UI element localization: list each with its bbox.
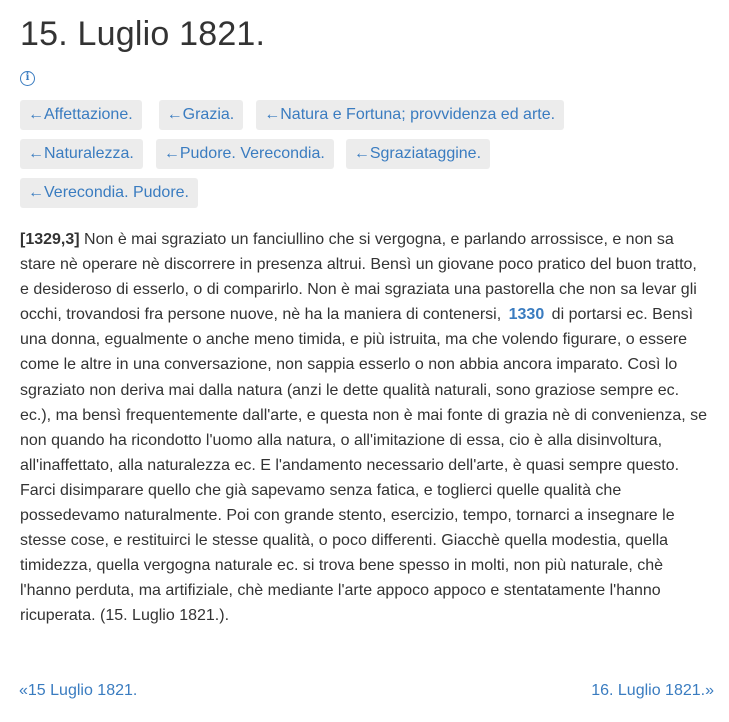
tag-verecondia-pudore[interactable]: ←Verecondia. Pudore. (20, 178, 198, 208)
entry-text (20, 227, 710, 629)
tag-row-2 (20, 139, 490, 169)
tag-row-3 (20, 178, 198, 208)
entry-text-part-2: di portarsi ec. Bensì una donna, egualmente o anche meno timida, e più istruita, ma che volendo figurare, o essere come le altre in una conversazione, non sappia esserlo o non abbia ancora imparato. Così lo sgraziato non deriva mai dalla natura (anzi le dette qualità naturali, sono graziose sempre ec. ec.), ma bensì frequentemente dall'arte, e questa non è mai fonte di grazia nè di convenienza, se non quando ha ricondotto l'uomo alla natura, o all'imitazione di essa, cio è alla disinvoltura, all'inaffettato, alla naturalezza ec. E l'andamento necessario dell'arte, è quasi sempre questo. Farci disimparare quello che già sapevamo senza fatica, e toglierci quelle qualità che possedevamo naturalmente. Poi con grande stento, esercizio, tempo, tornarci a insegnare le stesse cose, e restituirci le stesse qualità, o poco differenti. Giacchè quella modestia, quella timidezza, quella vergogna naturale ec. si trova bene spesso in molti, non più naturale, chè l'hanno perduta, ma artifiziale, chè mediante l'arte appoco appoco e stentatamente l'hanno ricuperata. (15. Luglio 1821.). (20, 306, 708, 625)
info-icon[interactable]: i (20, 71, 35, 86)
entry-reference: [1329,3] (20, 231, 80, 248)
tag-sgraziataggine[interactable]: ←Sgraziataggine. (346, 139, 490, 169)
entry-text-part-1: Non è mai sgraziato un fanciullino che si vergogna, e parlando arrossisce, e non sa stare nè operare nè discorrere in presenza altrui. Bensì un giovane poco pratico del buon tratto, e desideroso di esserlo, o di comparirlo. Non è mai sgraziata una pastorella che non sa levar gli occhi, trovandosi fra persone nuove, nè ha la maniera di contenersi, (20, 231, 697, 324)
prev-entry-link[interactable]: «15 Luglio 1821. (19, 682, 138, 699)
tag-affettazione[interactable]: ←Affettazione. (20, 100, 142, 130)
page-link-1330[interactable]: 1330 (508, 306, 545, 324)
page-title: 15. Luglio 1821. (20, 15, 266, 53)
tag-row-1 (20, 100, 564, 130)
tag-pudore-verecondia[interactable]: ←Pudore. Verecondia. (156, 139, 334, 169)
tag-grazia[interactable]: ←Grazia. (159, 100, 244, 130)
tag-natura-e-fortuna[interactable]: ←Natura e Fortuna; provvidenza ed arte. (256, 100, 564, 130)
tag-naturalezza[interactable]: ←Naturalezza. (20, 139, 143, 169)
next-entry-link[interactable]: 16. Luglio 1821.» (591, 682, 714, 699)
